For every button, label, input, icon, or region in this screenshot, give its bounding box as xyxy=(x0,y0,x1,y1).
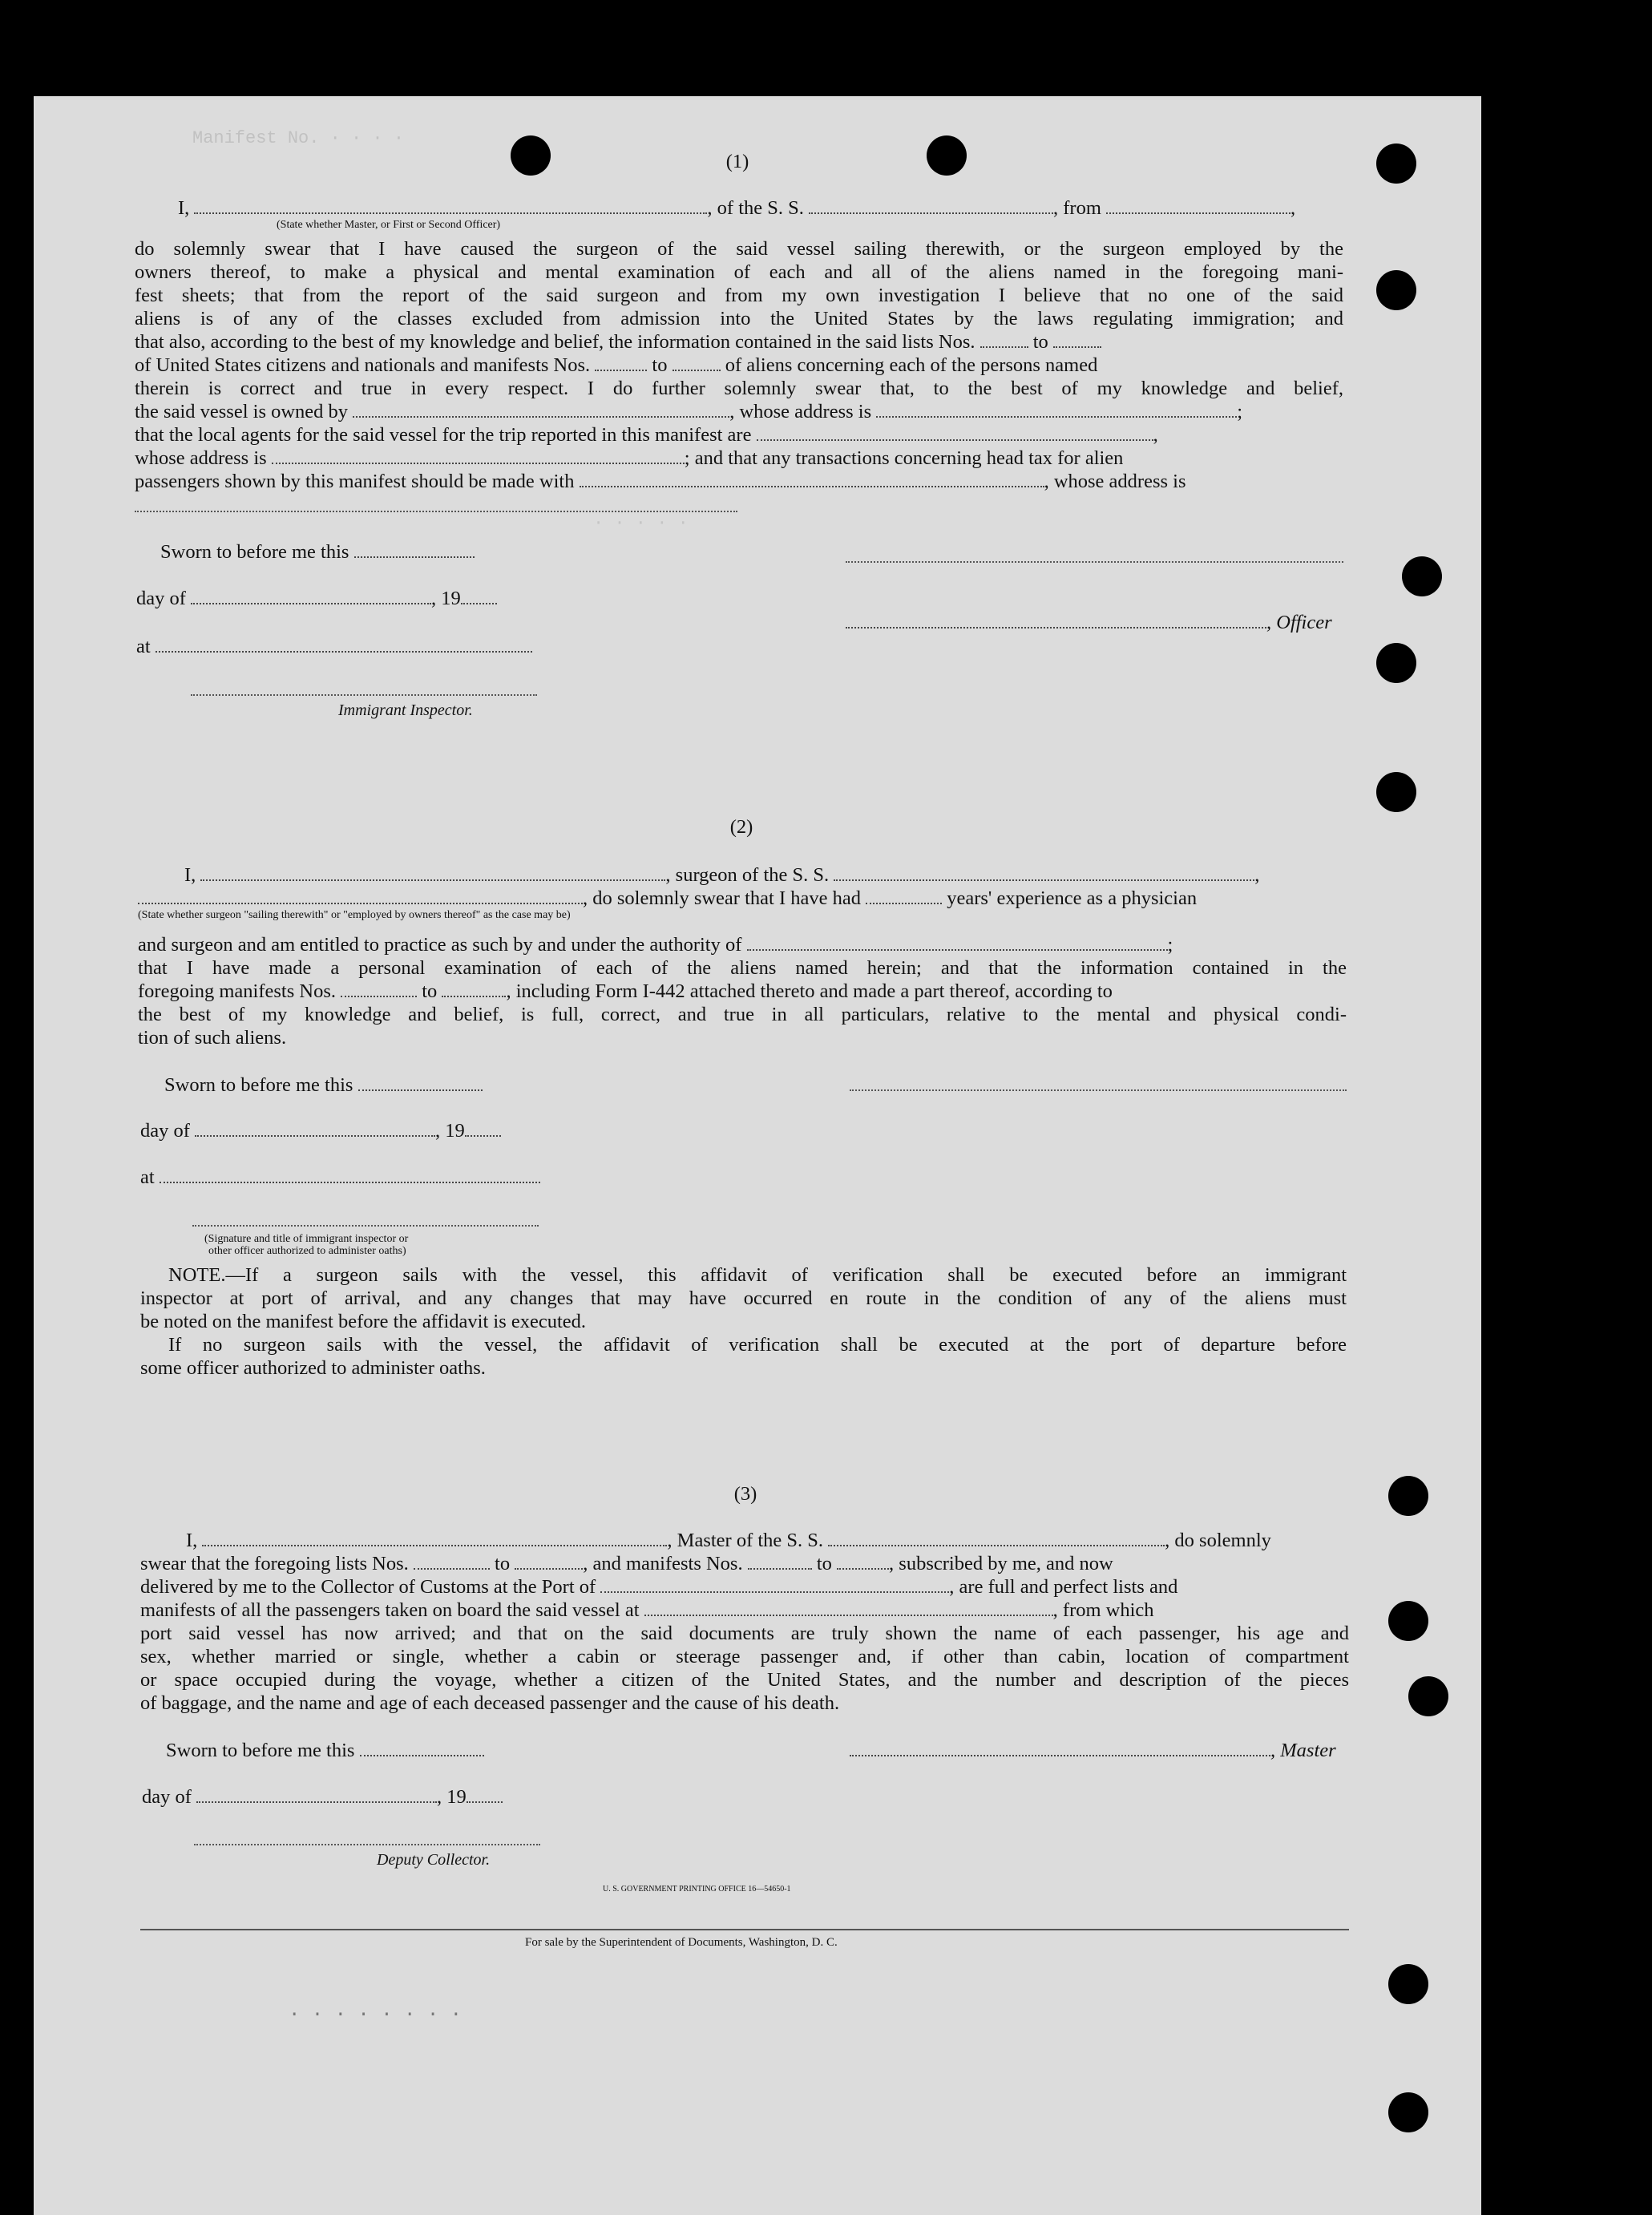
punch-hole-7 xyxy=(1376,772,1416,812)
s1-line-7: of United States citizens and nationals and manifests Nos. to of aliens concerning each of the persons named xyxy=(135,354,1098,376)
punch-hole-11 xyxy=(1388,1964,1428,2004)
note-line-1: NOTE.—If a surgeon sails with the vessel, this affidavit of verification shall be executed before an immigrant xyxy=(168,1264,1347,1286)
punch-hole-3 xyxy=(1376,143,1416,184)
s1-line-12: passengers shown by this manifest should be made with , whose address is xyxy=(135,471,1186,492)
punch-hole-10 xyxy=(1408,1676,1448,1716)
s1-right-blank-1 xyxy=(846,561,1343,563)
s1-body-4: aliens is of any of the classes excluded from admission into the United States by the laws regulating immigration; and xyxy=(135,308,1343,329)
s2-line-7: tion of such aliens. xyxy=(138,1027,287,1049)
s3-line-1: I, , Master of the S. S. , do solemnly xyxy=(186,1530,1271,1551)
s1-line-10: that the local agents for the said vessel for the trip reported in this manifest are , xyxy=(135,424,1158,446)
s3-line-8: of baggage, and the name and age of each deceased passenger and the cause of his death. xyxy=(140,1692,840,1714)
s1-body-1: do solemnly swear that I have caused the surgeon of the said vessel sailing therewith, or the surgeon employed by the xyxy=(135,238,1343,260)
surgeon-note: (State whether surgeon "sailing therewith" or "employed by owners thereof" as the case may be) xyxy=(138,909,571,921)
s2-sworn: Sworn to before me this xyxy=(164,1073,483,1097)
printing-office-imprint: U. S. GOVERNMENT PRINTING OFFICE 16—54650-1 xyxy=(603,1885,791,1894)
sig-note-2: other officer authorized to administer oaths) xyxy=(208,1245,406,1257)
s2-line-2: , do solemnly swear that I have had years' experience as a physician xyxy=(138,887,1197,910)
section-2-number: (2) xyxy=(729,816,753,838)
note-line-2: inspector at port of arrival, and any changes that may have occurred en route in the condition of any of the aliens must xyxy=(140,1287,1347,1309)
s3-body-3: or space occupied during the voyage, whether a citizen of the United States, and the number and description of the pieces xyxy=(140,1669,1349,1691)
s2-right-blank xyxy=(850,1089,1347,1091)
s1-address-rule xyxy=(135,511,737,512)
s1-line-6: that also, according to the best of my knowledge and belief, the information contained in the said lists Nos. to xyxy=(135,330,1101,354)
s3-line-3: delivered by me to the Collector of Customs at the Port of , are full and perfect lists and xyxy=(140,1576,1178,1598)
punch-hole-12 xyxy=(1388,2092,1428,2132)
s3-master: , Master xyxy=(850,1739,1336,1762)
s1-dayof: day of , 19 xyxy=(136,587,497,610)
punch-hole-5 xyxy=(1402,556,1442,596)
s3-body-1: port said vessel has now arrived; and that on the said documents are truly shown the name of each passenger, his age and xyxy=(140,1623,1349,1644)
s2-line-3: and surgeon and am entitled to practice as such by and under the authority of ; xyxy=(138,934,1173,956)
s3-sworn: Sworn to before me this xyxy=(166,1739,484,1762)
note-line-4: If no surgeon sails with the vessel, the affidavit of verification shall be executed at the port of departure before xyxy=(168,1334,1347,1356)
s1-line-1: I, , of the S. S. , from , xyxy=(178,197,1296,219)
s2-line-5: foregoing manifests Nos. to , including Form I-442 attached thereto and made a part thereof, according to xyxy=(138,980,1113,1002)
s1-line-11: whose address is ; and that any transactions concerning head tax for alien xyxy=(135,447,1124,469)
s1-inspector-rule xyxy=(191,694,537,696)
note-line-3: be noted on the manifest before the affidavit is executed. xyxy=(140,1311,587,1332)
s3-collector: Deputy Collector. xyxy=(377,1851,491,1869)
footer-rule xyxy=(140,1929,1349,1930)
s2-line-1: I, , surgeon of the S. S. , xyxy=(184,864,1260,886)
s1-sworn: Sworn to before me this xyxy=(160,540,475,564)
s2-at: at xyxy=(140,1166,540,1189)
bleed-through-marks: · · · · · xyxy=(593,513,689,533)
s2-dayof: day of , 19 xyxy=(140,1119,501,1142)
punch-hole-2 xyxy=(927,135,967,176)
s3-line-4: manifests of all the passengers taken on board the said vessel at , from which xyxy=(140,1599,1154,1621)
s1-line-9: the said vessel is owned by , whose address is ; xyxy=(135,401,1243,422)
s3-dayof: day of , 19 xyxy=(142,1785,503,1809)
bleed-through-marks: Manifest No. · · · · xyxy=(192,128,405,148)
s1-line-8: therein is correct and true in every respect. I do further solemnly swear that, to the best of my knowledge and belief, xyxy=(135,378,1343,399)
officer-note: (State whether Master, or First or Second Officer) xyxy=(277,219,501,231)
sig-note-1: (Signature and title of immigrant inspector or xyxy=(204,1233,409,1245)
section-3-number: (3) xyxy=(733,1483,757,1505)
note-line-5: some officer authorized to administer oaths. xyxy=(140,1357,486,1379)
punch-hole-4 xyxy=(1376,270,1416,310)
s2-signature-rule xyxy=(192,1225,539,1227)
bleed-through-marks: · · · · · · · · xyxy=(289,2004,462,2026)
s1-body-2: owners thereof, to make a physical and mental examination of each and all of the aliens named in the foregoing mani- xyxy=(135,261,1343,283)
punch-hole-6 xyxy=(1376,643,1416,683)
s2-line-6: the best of my knowledge and belief, is full, correct, and true in all particulars, relative to the mental and physical condi- xyxy=(138,1004,1347,1025)
s1-officer: , Officer xyxy=(846,611,1332,634)
sale-notice: For sale by the Superintendent of Documents, Washington, D. C. xyxy=(525,1936,838,1949)
section-1-number: (1) xyxy=(725,151,749,172)
s1-inspector: Immigrant Inspector. xyxy=(338,701,473,719)
punch-hole-9 xyxy=(1388,1601,1428,1641)
s2-line-4: that I have made a personal examination of each of the aliens named herein; and that the information contained in the xyxy=(138,957,1347,979)
s1-at: at xyxy=(136,635,532,658)
punch-hole-1 xyxy=(511,135,551,176)
s3-collector-rule xyxy=(194,1844,540,1845)
punch-hole-8 xyxy=(1388,1476,1428,1516)
s3-line-2: swear that the foregoing lists Nos. to , and manifests Nos. to , subscribed by me, and now xyxy=(140,1553,1113,1574)
s3-body-2: sex, whether married or single, whether a cabin or steerage passenger and, if other than cabin, location of compartment xyxy=(140,1646,1349,1667)
s1-body-3: fest sheets; that from the report of the said surgeon and from my own investigation I believe that no one of the said xyxy=(135,285,1343,306)
